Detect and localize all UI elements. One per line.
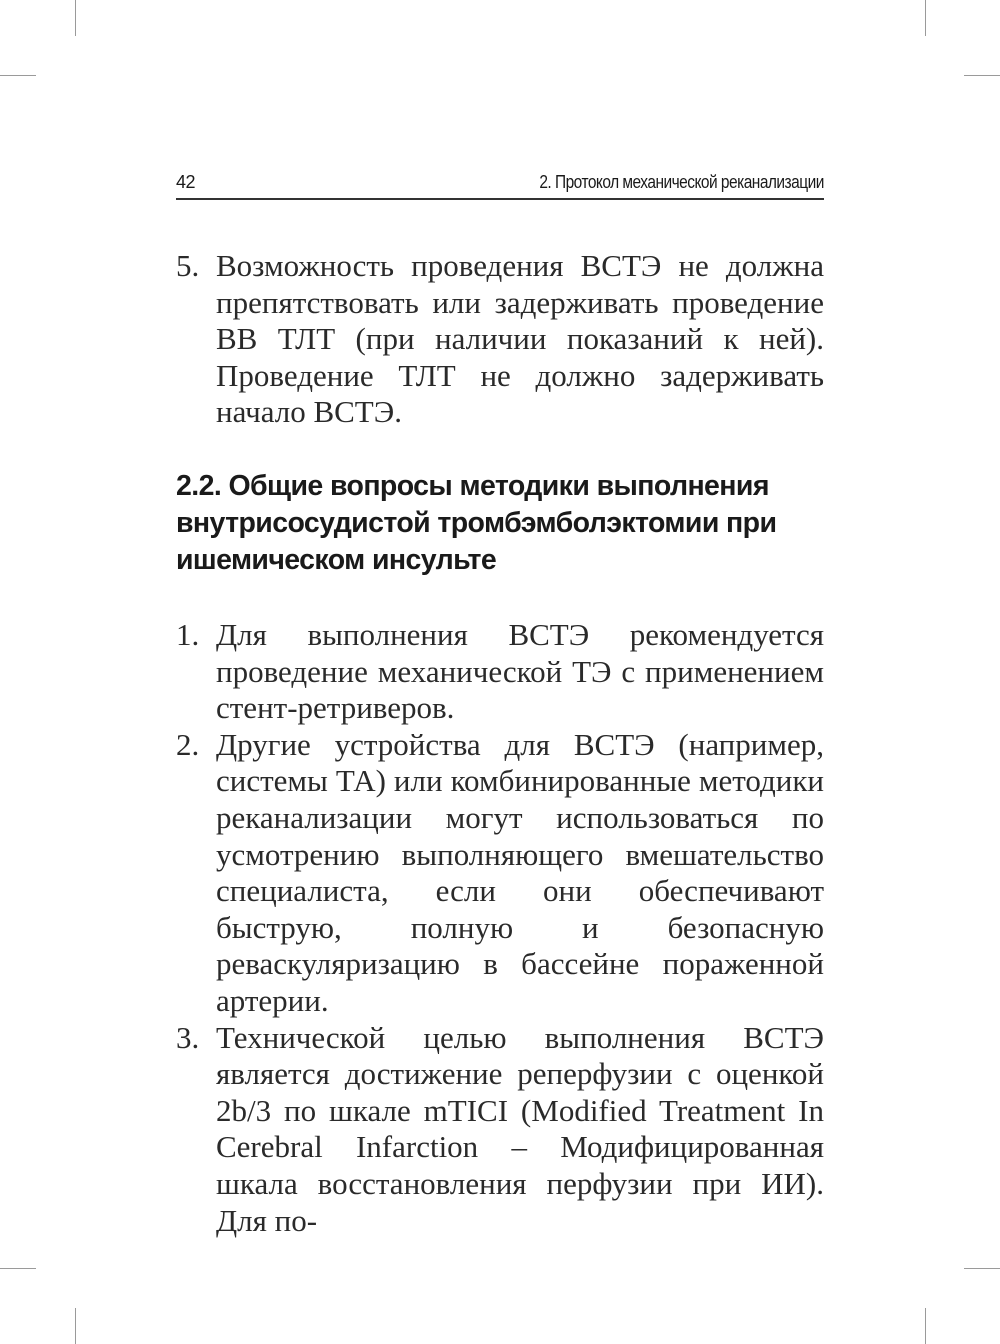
section-list [176,617,824,1239]
list-item [176,1020,824,1240]
list-item-text: Для выполнения ВСТЭ рекомендуется проведение механической ТЭ с применением стент-ретриверов. [216,617,824,726]
section-heading: 2.2. Общие вопросы методики выполнения внутрисосудистой тромбэмболэктомии при ишемическом инсульте [176,470,777,576]
continued-list [176,248,824,431]
list-item-text: Технической целью выполнения ВСТЭ является достижение реперфузии с оценкой 2b/3 по шкале mTICI (Modified Treatment In Cerebral Infarction – Модифицированная шкала восстановления перфузии при ИИ). Для по- [216,1019,824,1238]
list-item [176,727,824,1020]
chapter-title: 2. Протокол механической реканализации [539,172,824,192]
crop-mark [75,0,76,36]
header-rule [176,198,824,200]
running-head [176,170,824,200]
list-item-number: 3. [176,1019,200,1055]
list-item [176,617,824,727]
crop-mark [964,1268,1000,1269]
crop-mark [925,0,926,36]
list-item-text: Возможность проведения ВСТЭ не должна препятствовать или задерживать проведение ВВ ТЛТ (при наличии показаний к ней). Проведение ТЛТ не должно задерживать начало ВСТЭ. [216,248,824,430]
crop-mark [925,1308,926,1344]
list-item-number: 5. [176,248,200,283]
crop-mark [75,1308,76,1344]
list-item-text: Другие устройства для ВСТЭ (например, системы ТА) или комбинированные методики реканализации могут использоваться по усмотрению выполняющего вмешательство специалиста, если они обеспечивают быструю, полную и безопасную реваскуляризацию в бассейне пораженной артерии. [216,726,824,1018]
crop-mark [964,75,1000,76]
list-item-number: 1. [176,617,200,652]
page-number: 42 [176,172,196,192]
list-item-number: 2. [176,726,200,762]
crop-mark [0,75,36,76]
list-item [176,248,824,431]
crop-mark [0,1268,36,1269]
